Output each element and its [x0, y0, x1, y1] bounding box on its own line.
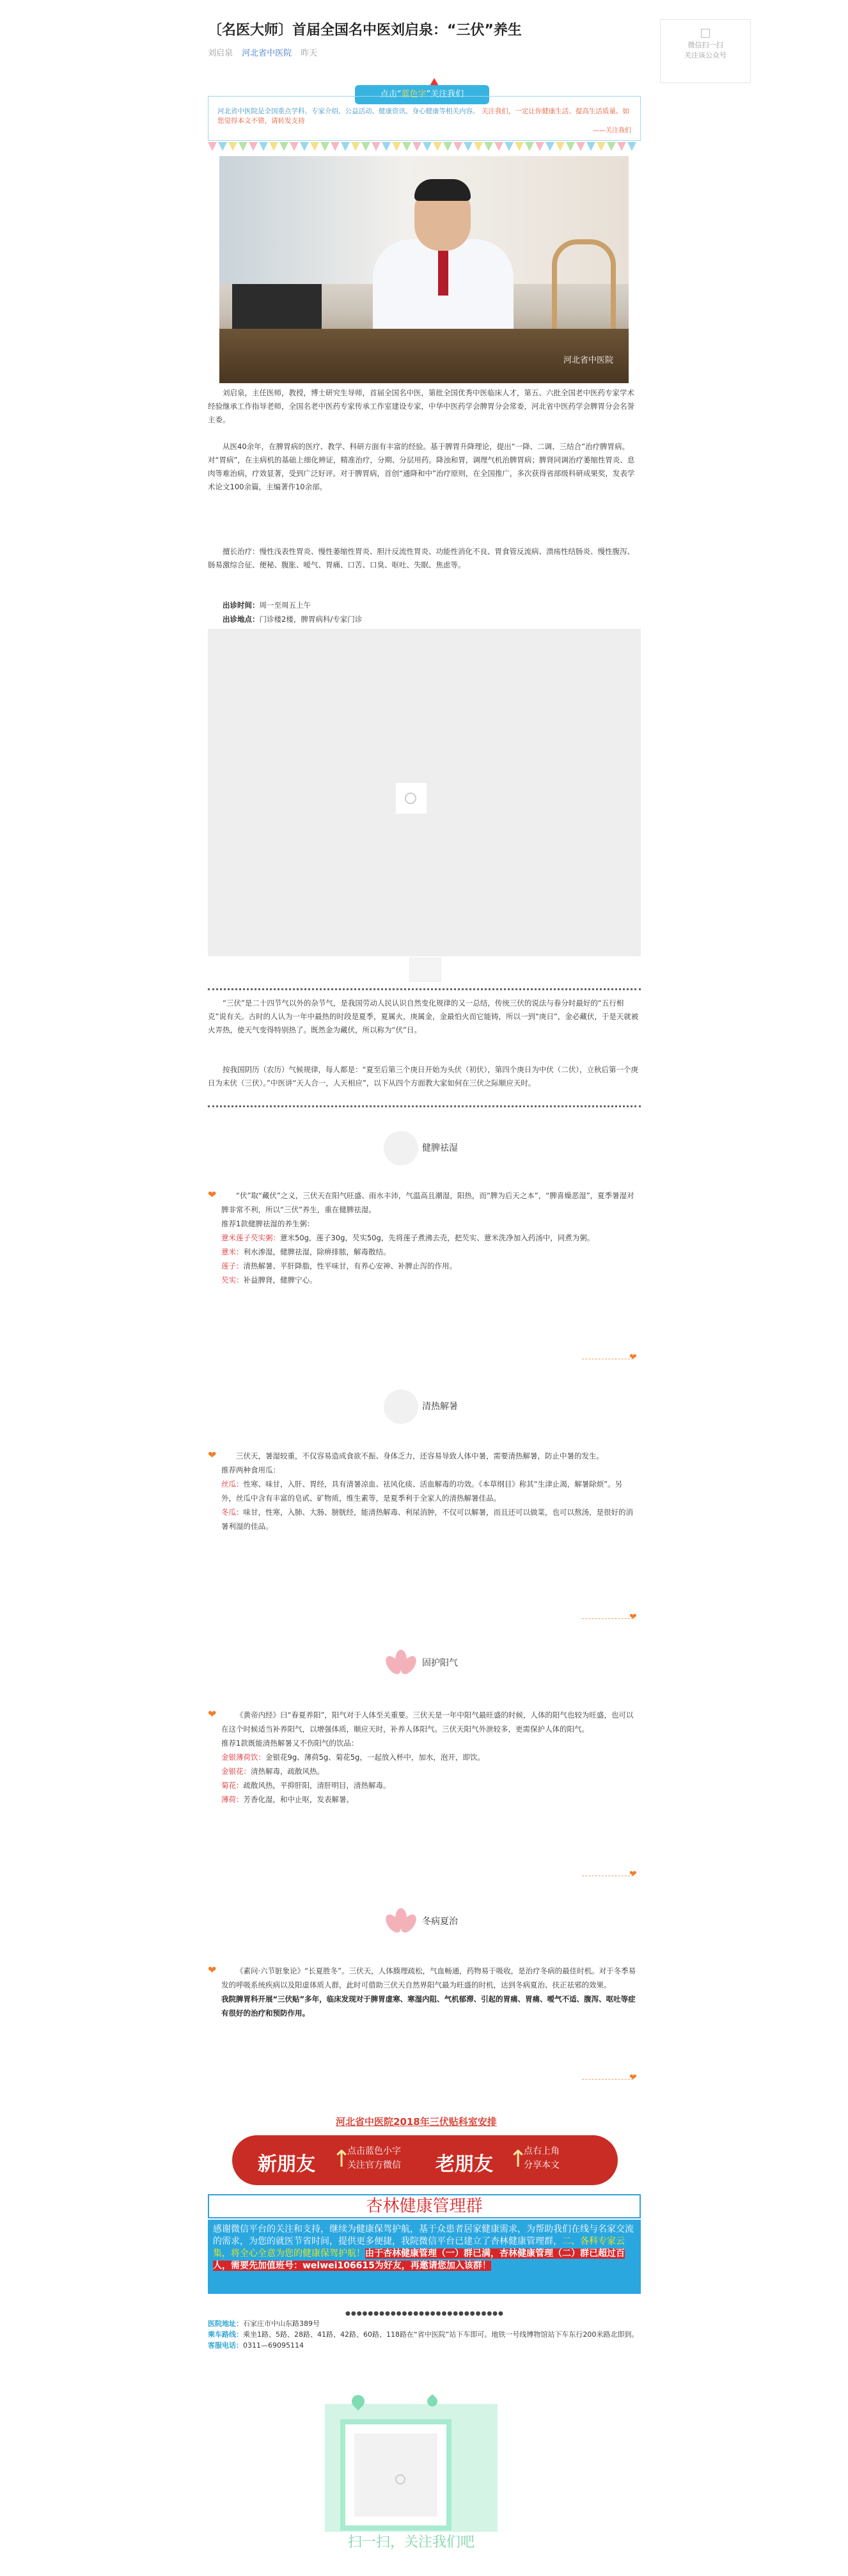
section-3-item [221, 1750, 637, 1764]
item-value: 清热解毒，疏散风热。 [251, 1767, 324, 1776]
sanfu-schedule-link[interactable]: 河北省中医院2018年三伏贴科室安排 [336, 2116, 497, 2128]
qr-code-placeholder [354, 2433, 437, 2517]
item-value: 疏散风热，平抑肝阳，清肝明目，清热解毒。 [243, 1781, 391, 1790]
section-4-intro: 《素问·六节脏象论》“长夏胜冬”。三伏天，人体腠理疏松，气血畅通，药物易于吸收，是治疗冬病的最佳时机。对于冬季易发的呼吸系统疾病以及阳虚体质人群，此时可借助三伏天自然界阳气最为旺盛的时机，达到冬病夏治、扶正祛邪的效果。 [221, 1966, 636, 1989]
xinglin-notice: 由于杏林健康管理（一）群已满，杏林健康管理（二）群已超过百人，需要先加值班号： [213, 2248, 625, 2271]
new-friend-hint-2: 关注官方微信 [347, 2160, 401, 2170]
divider-top [208, 988, 641, 990]
photo-watermark: 河北省中医院 [563, 356, 613, 365]
follow-share-banner[interactable] [232, 2135, 618, 2185]
qr-follow-box [660, 19, 751, 83]
tel-label: 客服电话： [208, 2341, 243, 2350]
item-value: 性寒、味甘，入肝、胃经，具有清暑凉血、祛风化痰、活血解毒的功效。《本草纲目》称其“生津止渴，解暑除烦”。另外，丝瓜中含有丰富的皂甙、矿物质，维生素等，是夏季利于全家人的清热解暑佳品。 [221, 1480, 623, 1503]
item-key: 薄荷： [221, 1795, 244, 1804]
intro-text: 河北省中医院是全国重点学科、专家介绍、公益活动、健康资讯、身心健康等相关内容。 [217, 107, 480, 115]
sanfu-paragraph-1: “三伏”是二十四节气以外的杂节气，是我国劳动人民认识自然变化规律的又一总结，传统三伏的说法与春分时最好的“五行相克”说有关。古时的人认为一年中最热的时段是夏季，夏属火，庚属金，金最怕火而它能铸，所以一到“庚日”，金必藏伏，于是天就被火弄热，使天气变得特别热了。既然金为藏伏，所以称为“伏”日。 [208, 999, 639, 1034]
intro-signature: ——关注我们 [593, 127, 631, 134]
new-friend-label: 新朋友 [258, 2153, 315, 2176]
section-3-intro: 《黄帝内经》曰“春夏养阳”，阳气对于人体至关重要。三伏天是一年中阳气最旺盛的时候，人体的阳气也较为旺盛，也可以在这个时候适当补养阳气，以增强体质，顺应天时，补养人体阳气。三伏天阳气外泄较多，更需保护人体的阳气。 [221, 1711, 634, 1734]
section-header-2 [384, 1389, 512, 1423]
item-key: 金银薄荷饮： [221, 1753, 265, 1762]
contact-info [208, 2318, 641, 2351]
section-1-title: 健脾祛湿 [422, 1143, 458, 1153]
heart-icon: ❤ [629, 1352, 637, 1363]
schedule-time [208, 599, 641, 612]
bio-paragraph-3: 擅长治疗：慢性浅表性胃炎、慢性萎缩性胃炎、胆汁反流性胃炎、功能性消化不良、胃食管反流病、溃疡性结肠炎、慢性腹泻、肠易激综合征、便秘、腹胀、嗳气、胃痛、口苦、口臭、呕吐、失眠、焦虑等。 [208, 547, 634, 569]
section-4-end-line [582, 2079, 633, 2080]
heart-icon: ❤ [208, 1449, 217, 1461]
photo-tie [438, 251, 448, 296]
photo-chair [552, 239, 616, 335]
item-value: 味甘，性寒，入肺、大肠、膀胱经，能清热解毒、利尿消肿，不仅可以解暑，而且还可以做菜，也可以熬汤，是很好的消暑利湿的佳品。 [221, 1508, 633, 1531]
item-key: 金银花： [221, 1767, 251, 1776]
author: 刘启泉 [208, 49, 233, 58]
photo-monitor [232, 284, 322, 335]
item-value: 补益脾肾，健脾宁心。 [243, 1276, 317, 1284]
item-value: 利水渗湿，健脾祛湿，除痹排脓，解毒散结。 [243, 1247, 391, 1256]
section-2-intro: 三伏天，暑湿较重，不仅容易造成食欲不振、身体乏力，还容易导致人体中暑，需要清热解暑，防止中暑的发生。 [236, 1451, 604, 1460]
section-3-title: 固护阳气 [422, 1658, 458, 1668]
heart-icon: ❤ [629, 2073, 637, 2083]
section-2-item [221, 1477, 637, 1505]
section-3-body [221, 1708, 637, 1806]
arrow-up-icon: ↑ [508, 2146, 528, 2172]
heart-icon: ❤ [629, 1869, 637, 1879]
section-2-list-title: 推荐两种食用瓜： [221, 1466, 280, 1474]
item-value: 芳香化湿，和中止呕，发表解暑。 [243, 1795, 354, 1804]
old-friend-hint-1: 点右上角 [524, 2146, 560, 2156]
section-1-item [221, 1273, 637, 1287]
section-1-body [221, 1189, 637, 1287]
qr-code-frame [325, 2404, 498, 2532]
intro-box [208, 96, 641, 141]
dotted-divider: ●●●●●●●●●●●●●●●●●●●●●●●●●●●● [345, 2311, 504, 2317]
lotus-icon [384, 1646, 418, 1680]
item-key: 芡实： [221, 1276, 244, 1284]
sanfu-paragraph-2: 按我国阴历（农历）气候规律，每人都是：“夏至后第三个庚日开始为头伏（初伏），第四个庚日为中伏（二伏），立秋后第一个庚日为末伏（三伏）。”中医讲“天人合一，人天相应”，以下从四个方面教大家如何在三伏之际顺应天时。 [208, 1065, 638, 1087]
heart-icon: ❤ [208, 1189, 217, 1201]
photo-hair [414, 179, 471, 201]
item-key: 冬瓜： [221, 1508, 244, 1517]
address-value: 石家庄市中山东路389号 [243, 2319, 320, 2328]
xinglin-text: 感谢微信平台的关注和支持，继续为健康保驾护航，基于众患者居家健康需求，为帮助我们在线与名家交流的需求，为您的就医节省时间，提供更多便捷，我院微信平台已建立了杏林健康管理群， [213, 2224, 634, 2247]
publish-date: 昨天 [301, 49, 318, 58]
bio-paragraph-1: 刘启泉，主任医师，教授，博士研究生导师，首届全国名中医，第批全国优秀中医临床人才，第五、六批全国老中医药专家学术经验继承工作指导老师，全国名老中医药专家传承工作室建设专家，中华中医药学会脾胃分会常委，河北省中医药学会脾胃分会名誉主委。 [208, 388, 634, 424]
section-3-item [221, 1764, 637, 1778]
small-image-placeholder [409, 958, 441, 982]
address-row [208, 2318, 641, 2329]
heart-icon: ❤ [208, 1964, 217, 1976]
item-key: 薏米莲子芡实粥： [221, 1233, 280, 1242]
section-2-end-line [582, 1618, 633, 1619]
follow-post: ”关注我们 [426, 90, 464, 99]
old-friend-label: 老朋友 [436, 2153, 493, 2176]
xinglin-title: 杏林健康管理群 [208, 2194, 641, 2218]
schedule-place-value: 门诊楼2楼，脾胃病科/专家门诊 [259, 615, 363, 624]
old-friend-hint [524, 2144, 560, 2172]
item-value: 清热解暑、平肝降脂，性平味甘，有养心安神、补脾止泻的作用。 [243, 1261, 457, 1270]
heart-icon: ❤ [208, 1708, 217, 1720]
xinglin-highlight: 二、各科专家云集，将全心全意为您的健康保驾护航！ [213, 2236, 625, 2259]
bunting-decoration [208, 142, 641, 154]
account-link[interactable]: 河北省中医院 [242, 49, 292, 58]
schedule-time-value: 周一至周五上午 [259, 601, 311, 610]
section-2-icon [384, 1389, 418, 1424]
arrow-up-icon: ↑ [332, 2146, 352, 2172]
section-4-body [221, 1964, 637, 2020]
qr-line-2: 关注该公众号 [684, 51, 726, 59]
image-placeholder [208, 629, 641, 956]
bio-paragraph-2: 从医40余年，在脾胃病的医疗、教学、科研方面有丰富的经验。基于脾胃升降理论，提出“一降、二调、三结合”治疗脾胃病。对“胃病”，在主病机的基础上细化辨证，精准治疗，分期、分层用药。降浊和胃，调理气机治脾胃病；脾肾同调治疗萎缩性胃炎、息肉等难治病，疗效显著，受到广泛好评。对于脾胃病，首创“通降和中”治疗原则，在全国推广，多次获得省部级科研成果奖，发表学术论文100余篇，主编著作10余部。 [208, 442, 635, 491]
qr-code-image [340, 2419, 451, 2531]
item-value: 金银花9g、薄荷5g、菊花5g，一起放入杯中，加水，泡开，即饮。 [265, 1753, 485, 1762]
section-3-item [221, 1792, 637, 1806]
follow-pre: 点击“ [380, 90, 402, 99]
schedule-time-label: 出诊时间： [223, 601, 260, 610]
article-title: 〔名医大师〕首届全国名中医刘启泉：“三伏”养生 [208, 22, 522, 38]
section-header-3 [384, 1646, 512, 1679]
item-key: 莲子： [221, 1261, 244, 1270]
item-key: 丝瓜： [221, 1480, 244, 1489]
section-header-4 [384, 1904, 512, 1938]
bus-row [208, 2329, 641, 2340]
section-2-item [221, 1505, 637, 1533]
section-3-list-title: 推荐1款既能清热解暑又不伤阳气的饮品： [221, 1739, 359, 1748]
schedule-place-label: 出诊地点： [223, 615, 260, 624]
section-4-extra: 我院脾胃科开展“三伏贴”多年，临床发现对于脾胃虚寒、寒湿内阻、气机郁滞、引起的胃痛、胃痛、嗳气不适、腹泻、呕吐等症有很好的治疗和预防作用。 [221, 1995, 636, 2018]
section-3-item [221, 1778, 637, 1792]
tel-row [208, 2340, 641, 2351]
qr-image-icon [701, 29, 710, 38]
item-key: 薏米： [221, 1247, 244, 1256]
heart-icon: ❤ [629, 1612, 637, 1622]
section-1-item [221, 1259, 637, 1273]
doctor-photo [219, 156, 629, 383]
section-4-title: 冬病夏治 [422, 1916, 458, 1927]
old-friend-hint-2: 分享本文 [524, 2160, 560, 2170]
divider-bottom [208, 1105, 641, 1107]
xinglin-body [208, 2220, 641, 2294]
section-1-icon [384, 1131, 418, 1166]
section-2-title: 清热解暑 [422, 1402, 458, 1412]
bus-label: 乘车路线： [208, 2330, 243, 2339]
new-friend-hint [347, 2144, 401, 2172]
section-2-body [221, 1449, 637, 1533]
image-loading-icon [405, 793, 416, 804]
section-1-intro: “伏”取“藏伏”之义，三伏天在阳气旺盛、雨水丰沛，气温高且潮湿，阳热，而“脾为后天之本”，“脾喜燥恶湿”，夏季暑湿对脾非常不利，所以“三伏”养生，重在健脾祛湿。 [221, 1191, 634, 1214]
qr-line-1: 微信扫一扫 [687, 41, 723, 49]
xinglin-group-card [208, 2194, 641, 2322]
item-key: 菊花： [221, 1781, 244, 1790]
schedule-place [208, 613, 641, 626]
tel-value[interactable]: 0311—69095114 [243, 2341, 304, 2350]
leaf-icon [425, 2394, 440, 2409]
follow-highlight: 蓝色字 [401, 90, 427, 99]
leaf-icon [349, 2392, 367, 2410]
section-1-item [221, 1231, 637, 1245]
qr-caption: 扫一扫，关注我们吧 [347, 2534, 475, 2550]
section-1-list-title: 推荐1款健脾祛湿的养生粥： [221, 1219, 315, 1228]
lotus-icon [384, 1904, 418, 1939]
intro-red-text: 关注我们，一定让你健康生活、提高生活质量。如您觉得本文不错，请转发支持 [217, 107, 629, 125]
image-loading-icon [395, 2474, 405, 2485]
section-header-1 [384, 1131, 512, 1164]
section-1-item [221, 1245, 637, 1259]
item-value: 薏米50g，莲子30g，芡实50g，先将莲子煮沸去壳，把芡实、薏米洗净加入药汤中，同煮为粥。 [280, 1233, 595, 1242]
new-friend-hint-1: 点击蓝色小字 [347, 2146, 401, 2156]
article-meta [208, 46, 317, 58]
bus-value: 乘坐1路、5路、28路、41路、42路、60路、118路在“省中医院”站下车即可。地铁一号线博物馆站下车东行200米路北即到。 [243, 2330, 639, 2339]
address-label: 医院地址： [208, 2319, 243, 2328]
xinglin-wechat-id: welwei106615为好友，再邀请您加入该群！ [302, 2261, 491, 2271]
